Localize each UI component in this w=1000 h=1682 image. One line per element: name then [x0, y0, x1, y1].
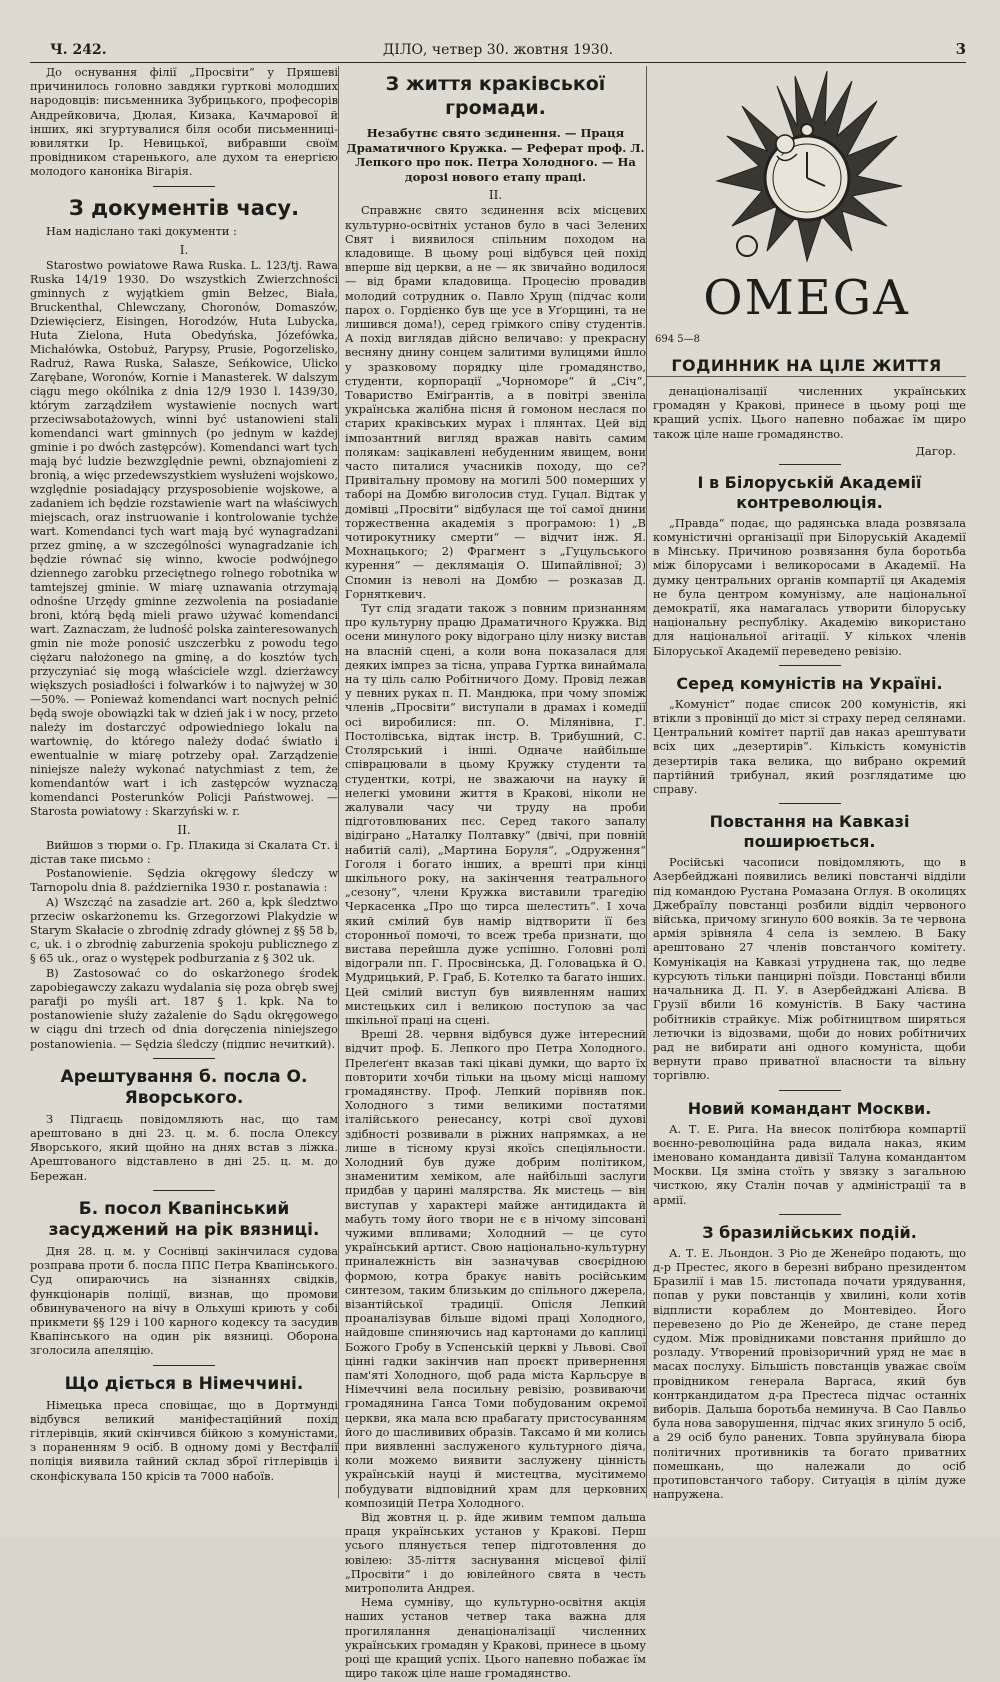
divider	[779, 464, 841, 465]
krakow-paragraph: Справжнє свято зєдинення всіх місцевих культурно-освітніх установ було в часі Зелених Свят і виявилося спільним походом на кладовище. В цьому році відбувся цей похід вперше від церкви, а не — як звичайно водилося — від брами кладовища. Процесію провадив молодий сотрудник о. Павло Хрущ (підчас коли парох о. Гордієнко був ще усе в Уґорщині, та не лишився дома!), серед грімкого співу студентів. А похід виглядав дійсно величаво: у прекрасну весняну днину сонцем залитими вулицями йшло у зразковому порядку ціле громадянство, студенти, корпорації „Чорноморе“ й „Січ“, Товариство Еміґрантів, а в повітрі звеніла українська жалібна пісня й гомоном неслася по старих краківських мурах і плянтах. Цей від імпозантний вигляд вражав навіть самим полякам: зацікавлені небуденним явищем, вони часто питалися учасників походу, що се? Привітальну промову на могилі 500 померших у таборі на Домбю виголосив студ. Гуцал. Відтак у домівці „Просвіти“ відбулася ще тої самої днини торжественна академія з програмою: 1) „В чотирокутнику смерти“ — відчит інж. Я. Мохнацького; 2) Фрагмент з „Гуцульського курення“ — деклямація О. Шипайлівної; 3) Спомин із неволі на Домбю — розказав Д. Горняткевич.	[345, 204, 646, 601]
omega-illustration	[647, 66, 967, 276]
headline-ukraine: Серед комуністів на Україні.	[676, 673, 943, 693]
divider	[153, 1058, 215, 1059]
document-2-intro: Вийшов з тюрми о. Гр. Плакида зі Скалата Ст. і дістав таке письмо :	[30, 838, 338, 867]
headline-caucasus: Повстання на Кавказі поширюється.	[709, 812, 910, 852]
omega-brand: OMEGA	[703, 270, 910, 326]
author-signature: Дагор.	[915, 443, 956, 458]
arrest-text: З Підгаєць повідомляють нас, що там арештовано в дні 23. ц. м. б. посла Олексу Яворського, який щойно на днях встав з ліжка. Арештованого відставлено в дні 25. ц. м. до Бережан.	[30, 1112, 338, 1183]
headline-kvapinski: Б. посол Квапінський засуджений на рік вязниці.	[48, 1198, 320, 1240]
germany-text: Німецька преса сповіщає, що в Дортмунді відбувся великий маніфестаційний похід гітлерівців, який скінчився бійкою з комуністами, з пораненням 9 осіб. В одному домі у Вестфалії поліція виявила тайний склад зброї гітлерівців і сконфіскувала 150 крісів та 7000 набоїв.	[30, 1398, 338, 1483]
headline-germany: Що діється в Німеччині.	[64, 1373, 304, 1394]
document-1-text: Starostwo powiatowe Rawa Ruska. L. 123/tj. Rawa Ruska 14/19 1930. Do wszystkich Zwierzchności gminnych z wyjątkiem gmin Bełzec, Biała, Bruckenthal, Chlewczany, Choronów, Domaszów, Dziewięcierz, Eisingen, Horodzów, Huta Lubycka, Huta Zielona, Huta Obedyńska, Józefówka, Michałówka, Ostobuż, Parypsy, Prusie, Pogorzelisko, Radruż, Rawa Ruska, Sałasze, Seńkowice, Ulicko Zarębane, Woronów, Kornie i Manasterek. W dalszym ciągu mego okólnika z dnia 12/9 1930 l. 1439/30, którym zarządziłem wystawienie nocnych wart przeciwsabotażowych, winni być ustanowieni stali komendanci wart gminnych (po jednym w każdej gminie i po dwóch zastępców). Komendanci wart tych mają być ludzie bezwzględnie pewni, obznajomieni z bronią, a więc przedewszystkiem wysłużeni wojskowo, względnie posiadający przysposobienie wojskowe, a zadaniem ich będzie rozstawienie wart na właściwych miejscach, oraz instruowanie i kontrolowanie tychże wart. Komendanci tych wart mają być wynagradzani przez gminę, a w szczególności wynagradzanie ich będzie równać się winno, kwocie podwójnego dziennego zarobku przeciętnego rolnego robotnika w tamtejszej gminie. W miarę uznawania otrzymają odnośne Urzędy gminne zezwolenia na posiadanie broni, którą będą mieli prawo używać komendanci wart. Zaznaczam, że ludność polska zainteresowanych gmin nie może ponosić uszczerbku z powodu tego ciężaru nałożonego na gminę, a do kosztów tych przyczyniać się mogą właściciele wzgl. dzierżawcy większych posiadłości i folwarków i to najwyżej w 30—50%. — Ponieważ komendanci wart nocnych pełnić będą swoje obowiązki tak w dzień jak i w nocy, przeto należy im dostarczyć odpowiedniego lokalu na wartownię, do którego należy dodać światło i ewentualnie w miarę potrzeby opał. Zarządzenie niniejsze należy wykonać natychmiast z tem, że komendantów wart i ich zastępców wyznaczą komendanci Posterunków Policji Państwowej. — Starosta powiatowy : Skarzyński w. r.	[30, 258, 338, 818]
ukraine-text: „Комуніст“ подає список 200 комуністів, які втікли з провінції до міст зі страху перед селянами. Центральний комітет партії дав наказ арештувати всіх цих „дезертирів“. Кількість комуністів дезертирів така велика, що вибрано окремий партійний трибунал, який розглядатиме цю справу.	[653, 697, 966, 797]
document-2-point-a: A) Wszcząć na zasadzie art. 260 a, kpk śledztwo przeciw oskarżonemu ks. Grzegorzowi Plakydzie w Starym Skałacie o zbrodnię zdrady głównej z §§ 58 b, c, uk. i o zbrodnię zaburzenia spokoju publicznego z § 65 uk., oraz o występek podburzania z § 302 uk.	[30, 895, 338, 966]
belarus-text: „Правда“ подає, що радянська влада розвязала комуністичні організації при Білоруській Академії в Мінську. Причиною розвязання була боротьба між білорусами і великоросами в Академії. На думку центральних органів компартії ця Академія не була центром комунізму, але національної демократії, яка намагалась утворити білоруську національну республіку. Академію використано для національної агітації. У кількох членів Білоруської Академії переведено ревізію.	[653, 516, 966, 658]
divider	[779, 803, 841, 804]
krakow-paragraph: Від жовтня ц. р. йде живим темпом дальша праця українських установ у Кракові. Перш усього плянується тепер підготовлення до ювілею: 35-ліття заснування місцевої філії „Просвіти“ і до ювілейного свята в честь митрополита Андрея.	[345, 1511, 646, 1596]
section-number: II.	[177, 822, 191, 837]
kvapinski-text: Дня 28. ц. м. у Соснівці закінчилася судова розправа проти б. посла ППС Петра Квапінського. Суд опираючись на зізнаннях свідків, функціонарів поліції, визнав, що промови обвинуваченого на вічу в Ольхуші криють у собі прикмети §§ 129 і 100 карного кодексу та засудив Квапінського на один рік вязниці. Оборона зголосила апеляцію.	[30, 1244, 338, 1358]
krakow-paragraph: Нема сумніву, що культурно-освітня акція наших установ четвер така важна для прогилялання денаціоналізації численних українських громадян у Кракові, принесе в цьому році ще кращий успіх. Цього напевно побажає їм щиро також ціле наше громадянство.	[345, 1596, 646, 1681]
headline-brazil: З бразилійських подій.	[702, 1222, 917, 1242]
krakow-continuation: денаціоналізації численних українських громадян у Кракові, принесе в цьому році ще кращий успіх. Цього напевно побажає їм щиро також ціле наше громадянство.	[653, 385, 966, 441]
krakow-paragraph: Вреші 28. червня відбувся дуже інтересний відчит проф. Б. Лепкого про Петра Холодного. Прелеґент вказав такі цікаві думки, що варто їх повторити хочби тільки на цьому місці нашому громадянству. Проф. Лепкий порівняв пок. Холодного з тими великими постатями італійського ренесансу, котрі свої духові здібності розвивали в ріжних напрямках, а не лише в тісному крузі якоїсь спеціяльности. Холодний був дуже добрим політиком, знаменитим хеміком, але найбільші заслуги придбав у царині малярства. Як мистець — він виступав у характері майже антидидакта й мабуть тому його твори не є в нічому зіпсовані чужими впливами; Холодний — це суто український артист. Свою національно-культурну приналежність він зазначував своєрідною формою, котра бракує навіть російським синтезом, таким близьким до спільного джерела, візантійської традиції. Опісля Лепкий проаналізував більше відомі праці Холодного, найдовше спиняючись над картонами до каплиці Божого Гробу в Успенській церкві у Львові. Свої цінні гадки закінчив нап проєкт привернення пам'яті Холодного, щоб рада міста Карльсруе в Німеччині вела посильну ревізію, розвиваючи громадянина Ганса Томи побудованим окремої церкви, яка мала всю прабагату пристосуванням його до шаслививих образів. Таксамо й ми колись при виявленні заслуженого культурного діяча, коли можемо виявити заслужену цінність українській науці й мистецтва, мусітимемо побудувати відповідний храм для церковних композицій Петра Холодного.	[345, 1028, 646, 1510]
page-number-left: Ч. 242.	[50, 42, 107, 58]
document-2-point-b: B) Zastosować co do oskarżonego środek zapobiegawczy zakazu wydalania się poza obręb swej parafji po myśli art. 187 § 1. kpk. Na to postanowienie służy zażalenie do Sądu okręgowego w ciągu dni trzech od dnia doręczenia niniejszego postanowienia. — Sędzia śledczy (підпис нечиткий).	[30, 966, 338, 1051]
divider	[153, 1365, 215, 1366]
column-1	[30, 66, 338, 1498]
divider	[153, 1190, 215, 1191]
caucasus-text: Російські часописи повідомляють, що в Азербейджані появились великі повстанчі відділи під командою Рустана Ромазана Оглуя. В околицях Джебраїлу повстанці розбили відділ червоного війська, причому згинуло 600 вояків. За те червона армія зрівняла 4 села із землею. В Баку арештовано 27 членів повстанчого комітету. Комунікація на Кавказі утруднена так, що ледве курсують тільки панцирні поїзди. Повстанці вбили начальника Д. П. У. в Азербейджані Алієва. В Грузії вбили 16 комуністів. В Баку частина робітників страйкує. Між робітництвом ширяться летючки із відозвами, щоби до нових робітничих рад не вибирати ані одного комуніста, щоби вернути право приватної власности та вільну торгівлю.	[653, 856, 966, 1083]
omega-advertisement	[647, 66, 966, 377]
moscow-text: А. Т. Е. Рига. На внесок політбюра компартії воєнно-революційна рада видала наказ, яким іменовано командантa дивізії Талуна командантом Москви. Ця зміна стоїть у звязку з загальною чисткою, яку Сталін почав у адміністрації та в армії.	[653, 1122, 966, 1207]
headline-belarus: І в Білоруській Академії контреволюція.	[697, 472, 922, 512]
section-number: II.	[488, 188, 503, 203]
headline-krakow: З життя краківської громади.	[385, 73, 606, 119]
column-3	[646, 66, 966, 1502]
prosvita-paragraph: До оснування філії „Просвіти“ у Пряшеві причинилось головно завдяки гурткові молодших народовців: письменника Зубрицького, професорів Андрейковича, Дюлая, Кизака, Качмарової й інших, які згуртувалися біля особи письменниці-ювилятки Ір. Невицької, вибравши своїм провідником старенького, але духом та енергією молодого каноніка Вігарія.	[30, 66, 338, 179]
page-number-right: 3	[955, 40, 966, 58]
section-number: I.	[179, 242, 189, 257]
page-header	[30, 36, 966, 62]
ad-code: 694 5—8	[655, 334, 700, 345]
column-2	[338, 66, 646, 1681]
krakow-paragraph: Тут слід згадати також з повним признанням про культурну працю Драматичного Кружка. Від осени минулого року відограно цілу низку вистав на власній сцені, а коли вона показалася для деяких імпрез за тісна, управа Гуртка винаймала на ту ціль салю Робітничого Дому. Провід лежав у певних руках п. П. Мандюка, при чому зпоміж членів „Просвіти“ виступали в драмах і комедії осі виробилися: пп. О. Мілянівна, Г. Постолівська, відтак інстр. В. Трибушний, С. Столярський і інші. Одначе найбільше співрацювали в цьому Кружку студенти та студентки, котрі, не зважаючи на науку й нелегкі умовини життя в Кракові, ніколи не жалували часу чи труду на проби підготовлюваних пєс. Серед такого запалу відіграно „Наталку Полтавку“ (двічі, при повній набитій салі), „Мартина Боруля“, „Одруження“ Гоголя і богато інших, а врешті при кінці шкільного року, на закінчення театрального „сезону“, члени Кружка виставили трагедію Черкасенка „Про що тирса шелестить“. І хоча який смілий був намір відтворити її без сторонньої помочі, то всеж треба признати, що вистава перейшла дуже успішно. Головні ролі відограли пп. Г. Просвінська, Д. Головацька й О. Мудрицький, Р. Граб, Б. Котелко та багато інших. Цей смілий виступ був виявленням наших мистецьких сил і великою поступою за час шкільної праці на сцені.	[345, 602, 646, 1027]
divider	[779, 1090, 841, 1091]
masthead: ДІЛО, четвер 30. жовтня 1930.	[382, 42, 614, 58]
headline-moscow: Новий командант Москви.	[687, 1098, 932, 1118]
divider	[779, 1214, 841, 1215]
header-rule	[30, 62, 966, 63]
documents-intro: Нам надіслано такі документи :	[46, 224, 237, 238]
krakow-subtitle: Незабутнє свято зєдинення. — Праця Драматичного Кружка. — Реферат проф. Л. Лепкого про пок. Петра Холодного. — На дорозі нового етапу праці.	[346, 126, 645, 184]
headline-arrest: Арештування б. посла О. Яворського.	[60, 1066, 308, 1108]
document-2-body: Postanowienie. Sędzia okręgowy śledczy w Tarnopolu dnia 8. października 1930 r. postanawia :	[30, 867, 338, 895]
brazil-text: А. Т. Е. Льондон. З Ріо де Женейро подають, що д-р Престес, якого в березні вибрано президентом Бразилії і мав 15. листопада почати урядування, попав у руки повстанців у хвилині, коли хотів відплисти кораблем до Монтевідео. Його перевезено до Ріо де Женейро, де стане перед судом. Між провідниками повстання прийшло до розладу. Утворений провізоричний уряд не має в масах послуху. Більшість повстанців уважає своїм провідником генерала Варгаса, який був контркандидатом д-ра Престеса підчас останніх виборів. Дальша боротьба неминуча. В Сао Павльо була нова заворушення, підчас яких згинуло 5 осіб, а 29 осіб було ранених. Товпа зруйнувала біюра політичних противників та богато приватних помешкань, що належали до осіб протиповстанчого табору. Ситуація в цілім дуже напружена.	[653, 1246, 966, 1502]
divider	[153, 186, 215, 187]
omega-slogan: ГОДИННИК НА ЦІЛЕ ЖИТТЯ	[671, 356, 942, 375]
headline-documents: З документів часу.	[68, 195, 300, 220]
divider	[779, 665, 841, 666]
